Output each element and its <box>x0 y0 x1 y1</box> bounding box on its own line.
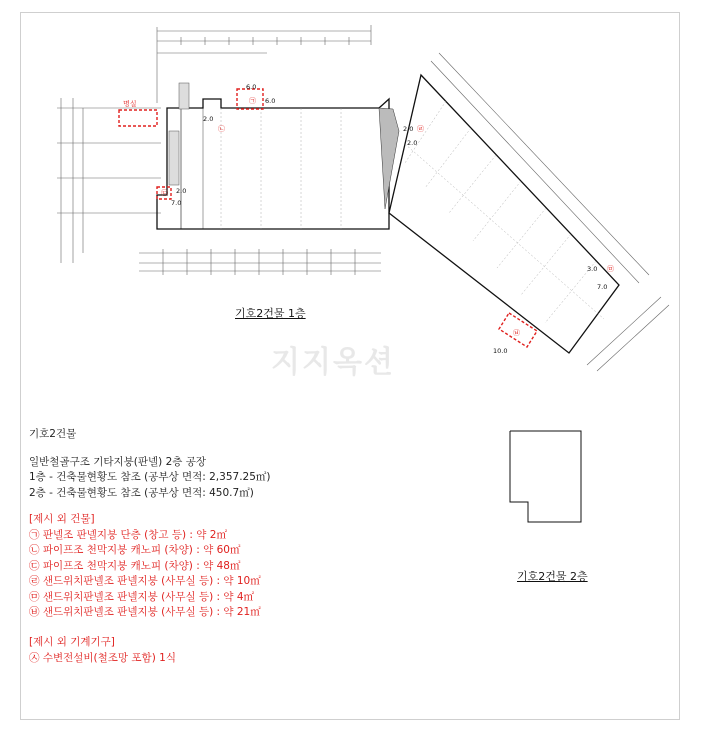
left-building <box>157 99 389 229</box>
excluded-heading: [제시 외 건물] <box>29 513 95 525</box>
stairs <box>169 83 189 185</box>
excluded-item: ㉢ 파이프조 천막지붕 캐노피 (차양) : 약 48㎡ <box>29 560 241 572</box>
floor1-caption: 기호2건물 1층 <box>235 307 306 320</box>
dim-label-3: 6.0 <box>265 97 276 105</box>
marker-a: ㉠ <box>249 97 256 105</box>
structure-line: 일반철골구조 기타지붕(판넬) 2층 공장 <box>29 456 207 468</box>
dim-label-9: 7.0 <box>597 283 608 291</box>
marker-e: ㉤ <box>607 265 614 273</box>
machinery-item: ㉦ 수변전설비(철조망 포함) 1식 <box>29 652 176 664</box>
excluded-item: ㉤ 샌드위치판넬조 판넬지붕 (사무실 등) : 약 4㎡ <box>29 591 255 603</box>
dim-label-4: 2.0 <box>176 187 187 195</box>
right-interior-grid <box>405 101 604 323</box>
floor2-caption: 기호2건물 2층 <box>517 570 588 583</box>
floor2-line: 2층 - 건축물현황도 참조 (공부상 면적: 450.7㎡) <box>29 487 254 499</box>
floor1-line: 1층 - 건축물현황도 참조 (공부상 면적: 2,357.25㎡) <box>29 471 271 483</box>
excluded-item: ㉠ 판넬조 판넬지붕 단층 (창고 등) : 약 2㎡ <box>29 529 227 541</box>
red-outlines <box>119 89 537 347</box>
dim-label-5: 7.0 <box>171 199 182 207</box>
marker-d: ㉣ <box>417 125 424 133</box>
right-building <box>389 75 619 353</box>
machinery-heading: [제시 외 기계기구] <box>29 636 115 648</box>
document-sheet <box>20 12 680 720</box>
left-dimension-lines <box>57 98 161 263</box>
dim-label-6: 2.0 <box>403 125 414 133</box>
dim-label-10: 10.0 <box>493 347 508 355</box>
dim-label-1: 6.0 <box>246 83 257 91</box>
excluded-item: ㉡ 파이프조 천막지붕 캐노피 (차양) : 약 60㎡ <box>29 544 241 556</box>
dim-label-2: 2.0 <box>203 115 214 123</box>
left-interior-grid <box>221 108 341 229</box>
watermark: 지지옥션 <box>271 345 395 380</box>
floor2-outline <box>509 430 589 524</box>
building-label: 기호2건물 <box>29 428 77 440</box>
marker-b: ㉡ <box>218 125 225 133</box>
marker-c: ㉢ <box>161 189 168 197</box>
bottom-dimension-lines <box>139 249 381 275</box>
dim-label-8: 3.0 <box>587 265 598 273</box>
marker-f: ㉥ <box>513 329 520 337</box>
dim-label-7: 2.0 <box>407 139 418 147</box>
excluded-item: ㉣ 샌드위치판넬조 판넬지붕 (사무실 등) : 약 10㎡ <box>29 575 261 587</box>
excluded-item: ㉥ 샌드위치판넬조 판넬지붕 (사무실 등) : 약 21㎡ <box>29 606 261 618</box>
room-label: 명실 <box>123 100 137 108</box>
